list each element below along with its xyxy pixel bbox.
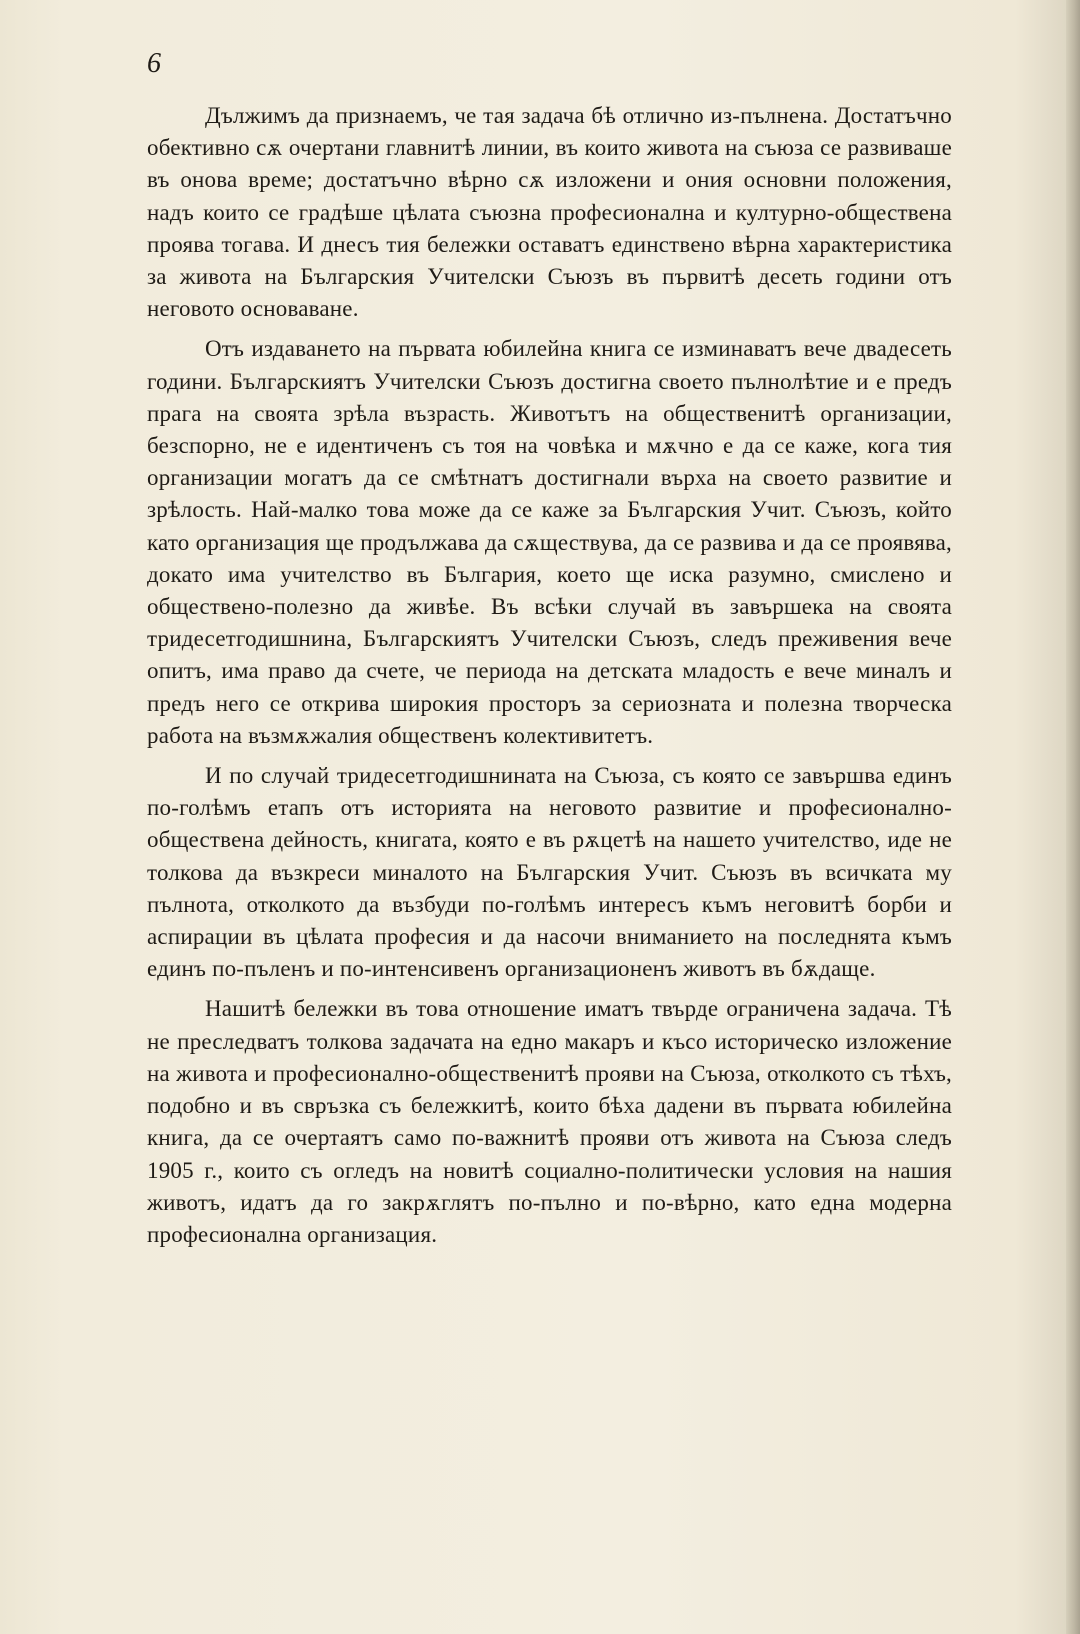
paragraph-2: Отъ издаването на първата юбилейна книга се изминаватъ вече двадесеть години. Българскиятъ Учителски Съюзъ достигна своето пълнолѣтие и е предъ прага на своята зрѣла възрасть. Животътъ на общественитѣ организации, безспорно, не е идентиченъ съ тоя на човѣка и мѫчно е да се каже, кога тия организации могатъ да се смѣтнатъ достигнали върха на своето развитие и зрѣлость. Най-малко това може да се каже за Българския Учит. Съюзъ, който като организация ще продължава да сѫществува, да се развива и да се проявява, докато има учителство въ България, което ще иска разумно, смислено и обществено-полезно да живѣе. Въ всѣки случай въ завършека на своята тридесетгодишнина, Българскиятъ Учителски Съюзъ, следъ преживения вече опитъ, има право да счете, че периода на детската младость е вече миналъ и предъ него се открива широкия просторъ за сериозната и полезна творческа работа на възмѫжалия общественъ колективитетъ. xyxy=(147,336,952,748)
paragraph-3: И по случай тридесетгодишнината на Съюза, съ която се завършва единъ по-голѣмъ етапъ отъ историята на неговото развитие и професионално-обществена дейность, книгата, която е въ рѫцетѣ на нашето учителство, иде не толкова да възкреси миналото на Българския Учит. Съюзъ въ всичката му пълнота, отколкото да възбуди по-голѣмъ интересъ къмъ неговитѣ борби и аспирации въ цѣлата професия и да насочи вниманието на последнята къмъ единъ по-пъленъ и по-интенсивенъ организационенъ животъ въ бѫдаще. xyxy=(147,763,952,982)
main-text xyxy=(147,100,952,1251)
page-edge-shadow xyxy=(1066,0,1080,1634)
page-number: 6 xyxy=(147,48,161,79)
paragraph-4: Нашитѣ бележки въ това отношение иматъ твърде ограничена задача. Тѣ не преследватъ толкова задачата на едно макаръ и късо историческо изложение на живота и професионално-общественитѣ прояви на Съюза, отколкото съ тѣхъ, подобно и въ свръзка съ бележкитѣ, които бѣха дадени въ първата юбилейна книга, да се очертаятъ само по-важнитѣ прояви отъ живота на Съюза следъ 1905 г., които съ огледъ на новитѣ социално-политически условия на нашия животъ, идатъ да го закрѫглятъ по-пълно и по-вѣрно, като една модерна професионална организация. xyxy=(147,996,952,1247)
paragraph-1: Дължимъ да признаемъ, че тая задача бѣ отлично из-пълнена. Достатъчно обективно сѫ очертани главнитѣ линии, въ които живота на съюза се развиваше въ онова време; достатъчно вѣрно сѫ изложени и ония основни положения, надъ които се градѣше цѣлата съюзна професионална и културно-обществена проява тогава. И днесъ тия бележки оставатъ единствено вѣрна характеристика за живота на Българския Учителски Съюзъ въ първитѣ десеть години отъ неговото основаване. xyxy=(147,103,952,322)
